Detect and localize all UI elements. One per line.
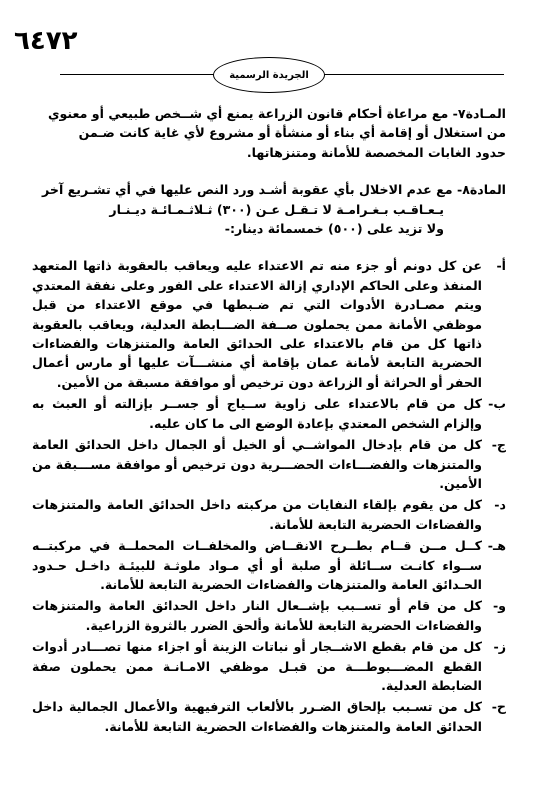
gazette-title: الجريدة الرسمية [229,69,309,81]
item-text: كل من يقوم بإلقاء النفايات من مركبته داخل الحدائق العامة والمتنزهات والفضاءات الحضرية التابعة للأمانة. [32,497,482,532]
item-letter: أ- [496,258,506,274]
item-letter: د- [494,497,506,513]
item-text: كــل مــن قــام بطــرح الانقــاض والمخلفــات المحملــة في مركبتــه ســواء كانـت ســائلة أو صلبة أو أي مـواد ملوثـة للبيئـة داخـل حـدود الحـدائق العامة والمتنزهات والفضاءات الحضرية التابعة للأمانة. [32,538,482,592]
article-7 [32,104,506,162]
list-item [32,394,506,433]
article-7-line-1: مع مراعاة أحكام قانون الزراعة يمنع أي شــخص طبيعي أو معنوي [47,106,449,121]
item-letter: ج- [491,437,506,453]
list-item [32,495,506,534]
item-text: عن كل دونم أو جزء منه تم الاعتداء عليه ويعاقب بالعقوبة ذاتها المتعهد المنفذ وعلى الحاكم الإداري إزالة الاعتداء على الفور وعلى نفقة المعتدي ويتم مصـادرة الأدوات التي تم ضـبطها في موقع الاعتداء من قبل موظفي الأمانة ممن يحملون صــفة الضـــابطة العدلية، ويعاقب بالعقوبة ذاتها كل من قام بالاعتداء على الحدائق العامة والمتنزهات والفضاءات الحضرية التابعة لأمانة عمان بإقامة أي منشـــآت عليها أو مارس أعمال الحفر أو الحراثة أو الزراعة دون ترخيص أو موافقة مسبقة من الأمين. [32,258,482,390]
article-7-heading: المـادة٧- [448,106,506,121]
item-text: كل من قام أو تســبب بإشــعال النار داخل الحدائق العامة والمتنزهات والفضاءات الحضرية التابعة للأمانة وألحق الضرر بالثروة الزراعية. [32,598,482,633]
page-number: ٦٤٧٢ [14,26,78,56]
article-8-line-3: ولا تزيد على (٥٠٠) خمسمائة دينار:- [224,221,444,237]
article-8-first-line [32,180,506,199]
item-letter: ب- [488,396,506,412]
gazette-title-badge [213,57,325,93]
list-item [32,596,506,635]
list-item [32,435,506,493]
article-7-line-2: من استغلال أو إقامة أي بناء أو منشأة أو مشروع لأي غاية كانت ضـمن [78,125,506,141]
list-item [32,536,506,594]
penalty-items-list [32,256,506,736]
item-letter: و- [492,598,506,614]
article-8 [32,180,506,238]
article-8-line-1: مع عدم الاخلال بأي عقوبة أشـد ورد النص عليها في أي تشـريع آخر [42,182,453,198]
article-8-line-2: يـعـاقـب بـغـرامـة لا تـقـل عـن (٣٠٠) ثـلاثـمـائـة ديـنـار [109,201,444,217]
item-letter: ح- [491,699,506,715]
item-text: كل من قام بإدخال المواشــي أو الخيل أو الجمال داخل الحدائق العامة والمتنزهات والفضـــاءات الحضـــرية دون ترخيص أو موافقة مســـبقة من الأمين. [32,437,482,491]
item-letter: ز- [493,639,506,655]
list-item [32,637,506,695]
list-item [32,697,506,736]
item-letter: هـ- [487,538,506,554]
article-7-line-3: حدود الغابات المخصصة للأمانة ومتنزهاتها. [246,144,506,160]
item-text: كل من قام بالاعتداء على زاوية ســياج أو جســر بإزالته أو العبث به وإلزام الشخص المعتدي بإعادة الوضع الى ما كان عليه. [32,396,482,431]
list-item [32,256,506,392]
item-text: كل من تسـبب بإلحاق الضـرر بالألعاب الترفيهية والأعمال الجمالية داخل الحدائق العامة والمتنزهات والفضاءات الحضرية التابعة للأمانة. [32,699,482,734]
document-body [32,104,506,738]
article-8-heading: المادة٨- [452,182,506,198]
item-text: كل من قام بقطع الاشــجار أو نباتات الزينة أو اجزاء منها تصـــادر أدوات القطع المضـــبوطـــة من قبـل موظفي الامـانـة ممن يحملون صفة الضابطة العدلية. [32,639,482,693]
article-7-first-line [32,104,506,123]
